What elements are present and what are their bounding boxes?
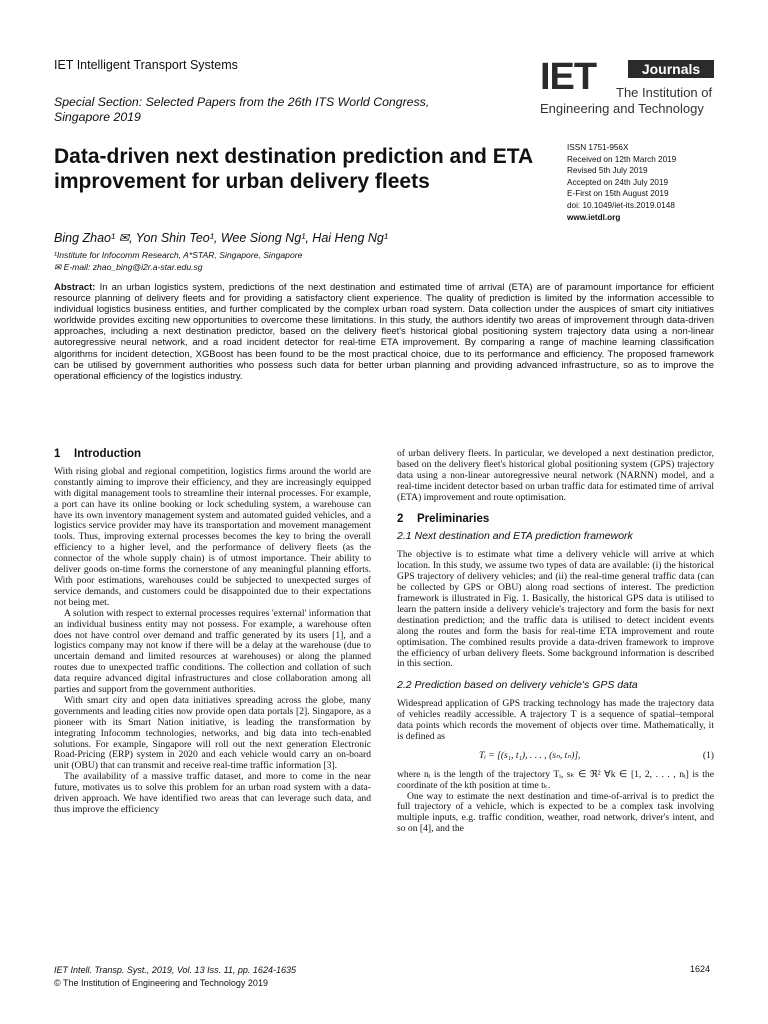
section-1-number: 1	[54, 448, 61, 460]
equation-1-number: (1)	[702, 749, 714, 761]
left-column	[54, 449, 371, 816]
website-link[interactable]: www.ietdl.org	[567, 212, 621, 222]
affiliation: ¹Institute for Infocomm Research, A*STAR, Singapore, Singapore	[54, 250, 303, 260]
email-link[interactable]: ✉ E-mail: zhao_bing@i2r.a-star.edu.sg	[54, 262, 203, 272]
section-2-title: Preliminaries	[417, 512, 490, 525]
subsection-2-2-heading: 2.2 Prediction based on delivery vehicle's GPS data	[397, 679, 638, 692]
special-section: Special Section: Selected Papers from the 26th ITS World Congress, Singapore 2019	[54, 95, 430, 124]
subsection-2-1-paragraph: The objective is to estimate what time a delivery vehicle will arrive at which location. In this study, we assume two types of data are available: (i) the historical GPS trajectory of delivery vehicles; and (ii) the real-time general traffic data (can be collected by GPS or OBU) along road sections of interest. The prediction framework is illustrated in Fig. 1. Basically, the historical GPS data is utilised to learn the pattern inside a delivery vehicle's trajectory and form the basis for next destination prediction; and the traffic data is utilised to detect incident events along the routes and form the basis for real-time ETA improvement and route optimisation. The combined results provide a data-driven framework to improve the efficiency of urban delivery fleets. Some background information is described in this section.	[397, 549, 714, 670]
intro-paragraph-2: A solution with respect to external processes requires 'external' information that an individual business entity may not possess. For example, a warehouse often does not have control over demand and traffic generated by its users [1], and a logistics company may not know if there will be a delay at the warehouse (due to uncertain demand and limited resources at warehouses) or along the planned routes due to unexpected traffic conditions. The collection and collation of such data require advanced digital infrastructures and close collaboration among all parties and support from the government authorities.	[54, 607, 371, 696]
paper-title: Data-driven next destination prediction and ETA improvement for urban delivery fleets	[54, 145, 533, 193]
issn: ISSN 1751-956X	[567, 143, 629, 152]
article-metadata	[567, 142, 737, 223]
journal-name: IET Intelligent Transport Systems	[54, 58, 238, 72]
section-1-title: Introduction	[74, 448, 142, 460]
equation-1	[397, 751, 714, 762]
efirst-date: E-First on 15th August 2019	[567, 189, 669, 199]
footer-citation: IET Intell. Transp. Syst., 2019, Vol. 13 Iss. 11, pp. 1624-1635	[54, 965, 296, 975]
abstract-text: In an urban logistics system, predictions of the next destination and estimated time of arrival (ETA) are of paramount importance for efficient resource planning of delivery fleets and for providing a satisfactory client experience. The quality of prediction is limited by the information accessible to individual logistics business entities, and further complicated by the complex urban road system. Data collection under the auspices of smart city initiatives worldwide provides exciting new opportunities to overcome these limitations. In this study, the authors identify two areas of improvement through data-driven approaches, including a next destination predictor, based on the delivery fleet's historical global positioning system trajectory data using a non-linear autoregressive neural network, and a road incident detector for real-time ETA improvement. By comparing a range of machine learning classification algorithms for incident detection, XGBoost has been found to be the most practical choice, due to its performance and efficiency. The proposed framework can be utilised by government authorities who possess such data for better urban planning and providing advanced infrastructure, so as to improve the operational efficiency of the logistics industry.	[54, 282, 715, 382]
logo-mark: IET	[540, 56, 597, 98]
intro-paragraph-1: With rising global and regional competition, logistics firms around the world are constantly aiming to improve their efficiency, and they are increasingly equipped with digital management tools to streamline their internal processes. For example, a port can have its online booking or lock scheduling system, a warehouse can have its own inventory management system and automated guided vehicles, and a logistics service provider may have its transportation and movement management tools. Thus, improving external processes becomes the key to bring the overall efficiency to a higher level, and the performance of delivery fleets (as the connector of the whole supply chain) is of utmost importance. Their ability to deliver goods on-time forms the cornerstone of any meaningful planning efforts. With poor estimations, warehouses could be subjected to unexpected surges of service demands, and customers could be disappointed due to their expectations not being met.	[54, 465, 371, 608]
abstract	[54, 282, 714, 382]
page-number: 1624	[690, 964, 711, 974]
equation-1-body: Tᵢ = [(s₁, t₁), . . . , (sₙ, tₙ)],	[479, 749, 581, 761]
logo-line2: Engineering and Technology	[540, 101, 704, 116]
intro-paragraph-3: With smart city and open data initiatives spreading across the globe, many governments and leading cities now provide open data portals [2]. Singapore, as a pioneer with its Smart Nation initiative, is leading the transformation by integrating Infocomm technologies, networks, and big data into tech-enabled solutions. For example, Singapore will roll out the next generation Electronic Road-Pricing (ERP) system in 2020 and each vehicle would carry an on-board unit (OBU) that can transmit and receive real-time traffic information [3].	[54, 694, 371, 772]
section-2-number: 2	[397, 512, 404, 525]
logo-journals-badge: Journals	[628, 60, 714, 78]
section-2-heading	[397, 514, 714, 525]
footer-left	[54, 964, 296, 990]
intro-paragraph-5: of urban delivery fleets. In particular, we developed a next destination predictor, based on the delivery fleet's historical global positioning system (GPS) trajectory data using a non-linear autoregressive neural network (NARNN) model, and a real-time incident detector based on urban traffic data for estimated time of arrival (ETA) improvement and route optimisation.	[397, 448, 714, 503]
doi-link[interactable]: doi: 10.1049/iet-its.2019.0148	[567, 200, 675, 210]
abstract-label: Abstract:	[54, 282, 96, 293]
affiliation-block	[54, 249, 302, 273]
intro-paragraph-4: The availability of a massive traffic dataset, and more to come in the near future, motivates us to solve this problem for an urban road system with a data-driven approach. We have identified two areas that can leverage such data, and thus improve the efficiency	[54, 771, 371, 815]
received-date: Received on 12th March 2019	[567, 154, 677, 164]
equation-where-paragraph: where nᵢ is the length of the trajectory Tᵢ, sₖ ∈ ℜ² ∀k ∈ [1, 2, . . . , nᵢ] is the coordinate of the kth position at time tₖ.	[397, 768, 714, 791]
author-list: Bing Zhao¹ ✉, Yon Shin Teo¹, Wee Siong Ng¹, Hai Heng Ng¹	[54, 231, 389, 245]
footer-copyright: © The Institution of Engineering and Technology 2019	[54, 978, 268, 988]
iet-logo	[540, 58, 716, 122]
subsection-2-2-paragraph-2: One way to estimate the next destination and time-of-arrival is to predict the full trajectory of a vehicle, which is expected to be a complex task involving multiple inputs, e.g. traffic condition, weather, road network, driver's intent, and so on [4], and the	[397, 790, 714, 835]
right-column	[397, 449, 714, 835]
accepted-date: Accepted on 24th July 2019	[567, 177, 669, 187]
revised-date: Revised 5th July 2019	[567, 166, 648, 176]
section-1-heading	[54, 449, 371, 460]
logo-line1: The Institution of	[616, 85, 713, 100]
subsection-2-1-heading: 2.1 Next destination and ETA prediction framework	[397, 530, 633, 543]
subsection-2-2-paragraph: Widespread application of GPS tracking technology has made the trajectory data of vehicles readily accessible. A trajectory T is a sequence of spatial–temporal data points which records the movement of objects over time. Mathematically, it is defined as	[397, 698, 714, 742]
